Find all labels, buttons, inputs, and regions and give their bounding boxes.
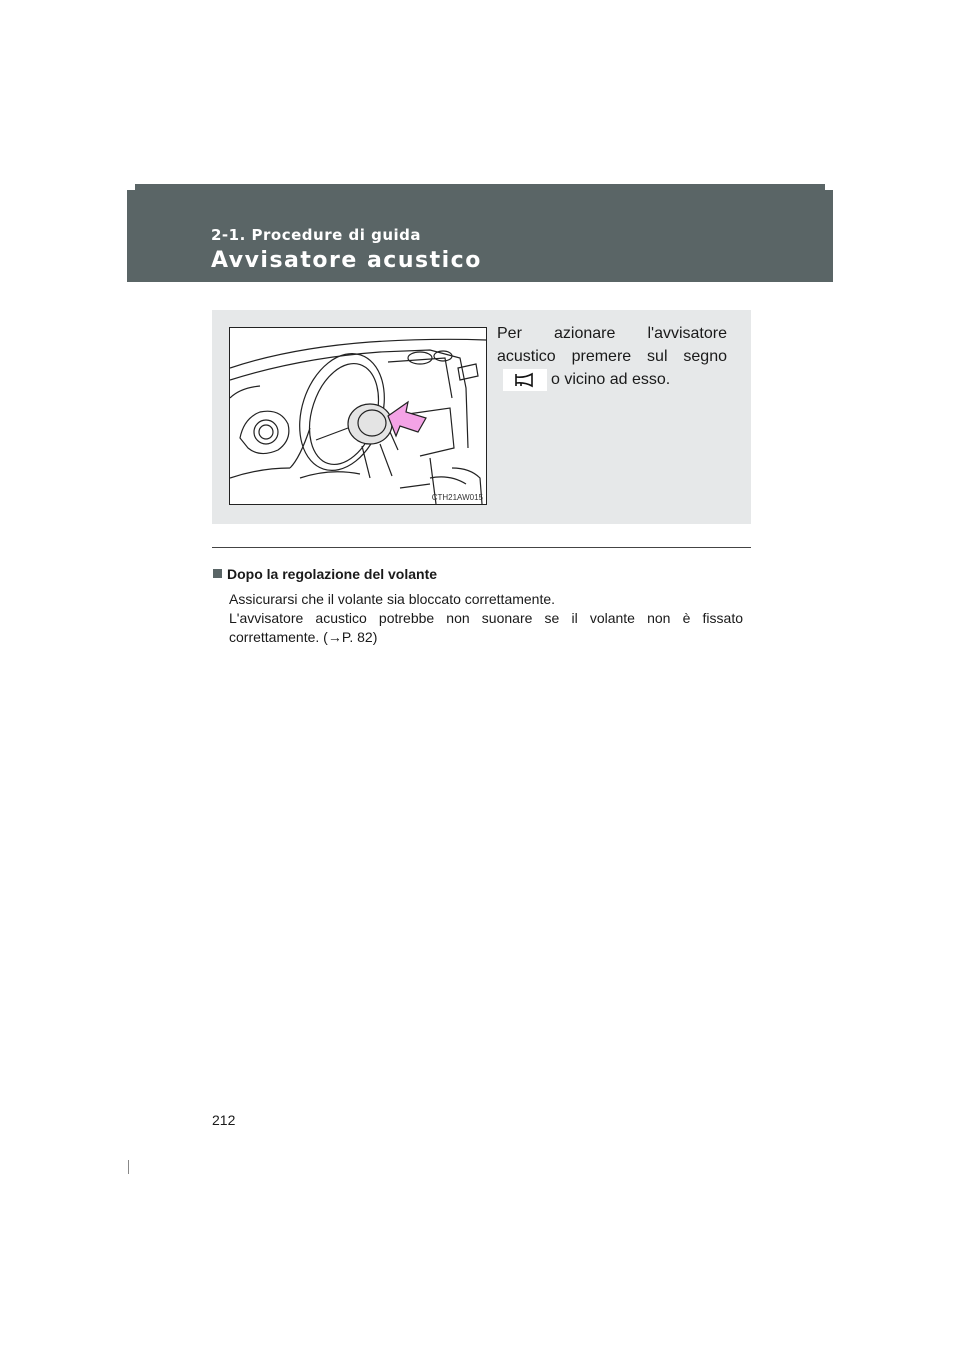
note-heading-text: Dopo la regolazione del volante: [227, 566, 438, 582]
note-line-2: [229, 609, 743, 647]
bullet-square-icon: [213, 569, 222, 578]
note-line-2-text: L'avvisatore acustico potrebbe non suonare se il volante non è fissato correttamente. (: [229, 610, 743, 645]
header-corner: [127, 184, 135, 190]
steering-wheel-horn-illustration: [230, 328, 486, 504]
page-title: Avvisatore acustico: [211, 248, 482, 273]
margin-mark: [128, 1160, 129, 1174]
horn-icon: [513, 372, 537, 388]
illustration-panel: [212, 310, 751, 524]
page-reference: P. 82: [341, 629, 373, 645]
arrow-icon: →: [327, 629, 342, 645]
header-corner: [825, 184, 833, 190]
horn-icon-box: [503, 369, 547, 391]
note-heading: [213, 566, 437, 582]
section-divider: [212, 547, 751, 548]
instruction-after: o vicino ad esso.: [551, 371, 671, 388]
instruction-before: Per azionare l'avvisatore acustico premere sul segno: [497, 325, 727, 365]
steering-wheel-figure: [229, 327, 487, 505]
note-line-2-suffix: ): [372, 629, 378, 645]
note-body: [229, 590, 743, 647]
chapter-header: [127, 184, 833, 282]
figure-code: CTH21AW015: [431, 493, 483, 502]
note-line-1: Assicurarsi che il volante sia bloccato correttamente.: [229, 591, 556, 607]
instruction-text: [497, 322, 727, 391]
section-label: 2-1. Procedure di guida: [211, 226, 422, 244]
page-number: 212: [212, 1112, 236, 1128]
